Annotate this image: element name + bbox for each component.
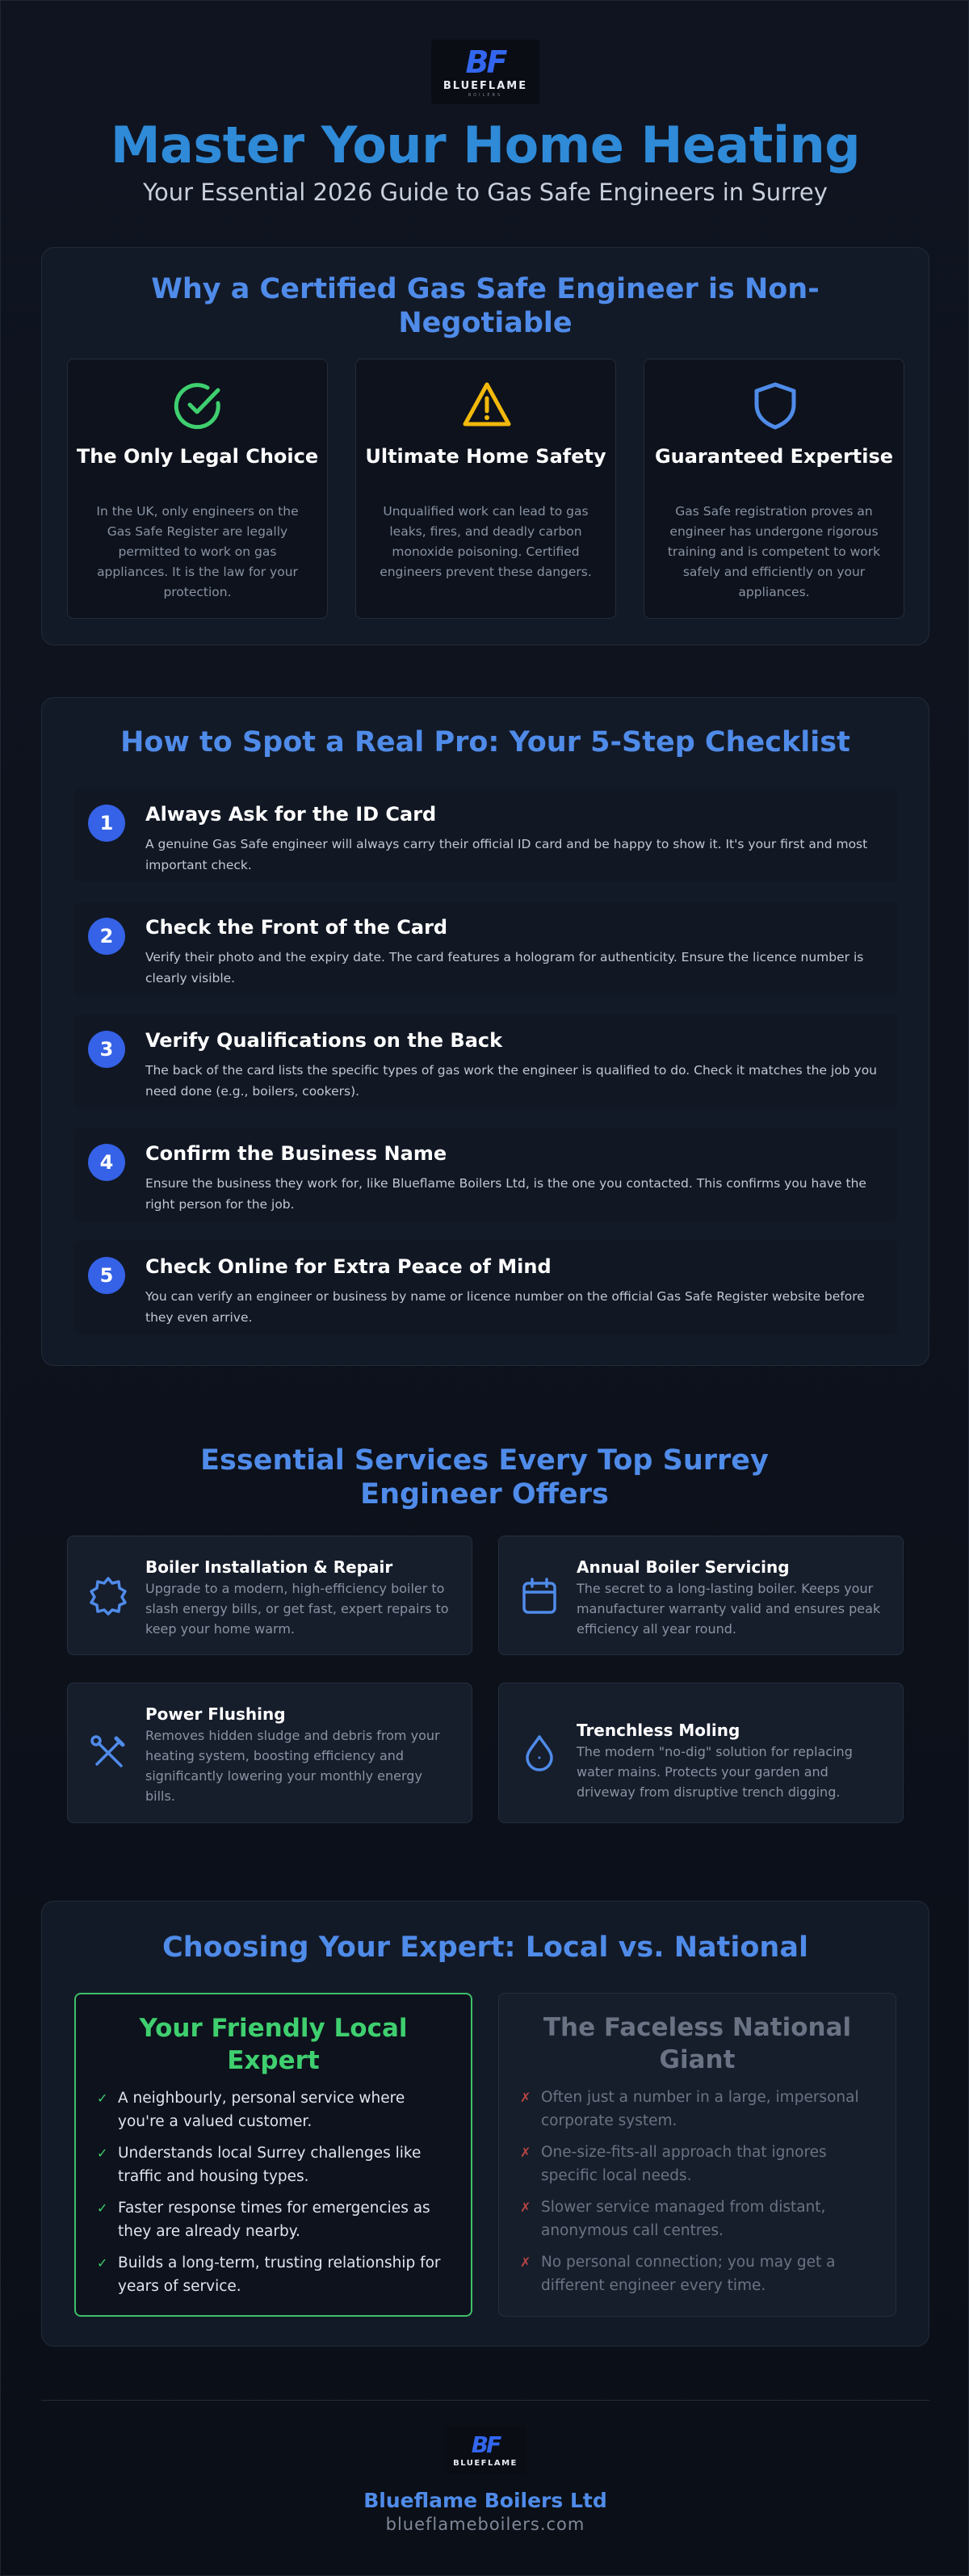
- why-card-legal: [67, 359, 328, 619]
- checklist-step: [74, 788, 898, 882]
- footer-divider: [41, 2400, 929, 2401]
- why-section: [41, 247, 929, 645]
- step-title: Verify Qualifications on the Back: [145, 1029, 503, 1052]
- step-text: Verify their photo and the expiry date. The card features a hologram for authenticity. Ensure the licence number is clearly visible.: [145, 950, 864, 985]
- why-card-title: The Only Legal Choice: [76, 445, 319, 468]
- check-icon: ✓: [97, 2255, 108, 2271]
- service-title: Annual Boiler Servicing: [577, 1557, 790, 1577]
- cross-icon: ✗: [520, 2145, 531, 2160]
- shield-icon: [750, 380, 800, 431]
- step-title: Check the Front of the Card: [145, 916, 448, 939]
- why-card-title: Ultimate Home Safety: [365, 445, 606, 468]
- footer-logo: [444, 2426, 526, 2474]
- service-card-flushing: [67, 1683, 472, 1823]
- list-item-text: Slower service managed from distant, anonymous call centres.: [541, 2199, 826, 2239]
- compare-card-local: [74, 1993, 472, 2317]
- water-drop-icon: [518, 1732, 560, 1774]
- service-text: The secret to a long-lasting boiler. Keeps your manufacturer warranty valid and ensures peak efficiency all year round.: [577, 1581, 881, 1637]
- gear-icon: [87, 1575, 129, 1617]
- check-icon: ✓: [97, 2200, 108, 2216]
- service-card-boiler: [67, 1536, 472, 1655]
- services-section-title: Essential Services Every Top Surrey Engineer Offers: [200, 1444, 769, 1511]
- why-card-text: Unqualified work can lead to gas leaks, fires, and deadly carbon monoxide poisoning. Certified engineers prevent these dangers.: [380, 504, 592, 579]
- why-card-title: Guaranteed Expertise: [654, 445, 894, 468]
- compare-national-title: The Faceless National Giant: [543, 2013, 852, 2074]
- list-item: [97, 2251, 447, 2298]
- step-number: 4: [88, 1144, 125, 1181]
- step-text: You can verify an engineer or business by name or licence number on the official Gas Safe Register website before they even arrive.: [145, 1289, 865, 1325]
- why-card-safety: [355, 359, 616, 619]
- list-item: [520, 2086, 871, 2133]
- cross-icon: ✗: [520, 2090, 531, 2105]
- list-item: [520, 2196, 871, 2242]
- list-item-text: One-size-fits-all approach that ignores specific local needs.: [541, 2144, 827, 2184]
- checklist-section: [41, 697, 929, 1366]
- page-subtitle: Your Essential 2026 Guide to Gas Safe Engineers in Surrey: [143, 179, 828, 206]
- compare-national-list: [520, 2086, 871, 2305]
- service-title: Boiler Installation & Repair: [145, 1557, 393, 1577]
- compare-card-national: [498, 1993, 896, 2317]
- compare-local-list: [97, 2086, 447, 2306]
- logo-mark: BF: [471, 2431, 500, 2458]
- logo-text: BLUEFLAME: [453, 2458, 518, 2468]
- list-item: [520, 2141, 871, 2187]
- step-text: Ensure the business they work for, like Blueflame Boilers Ltd, is the one you contacted. This confirms you have the right person for the job.: [145, 1176, 866, 1212]
- checklist-section-title: How to Spot a Real Pro: Your 5-Step Checklist: [120, 726, 850, 759]
- service-text: Removes hidden sludge and debris from your heating system, boosting efficiency and significantly lowering your monthly energy bills.: [145, 1728, 440, 1804]
- list-item: [97, 2196, 447, 2243]
- checklist-step: [74, 1015, 898, 1108]
- list-item-text: Builds a long-term, trusting relationship for years of service.: [118, 2255, 441, 2295]
- header-logo: [431, 40, 539, 104]
- list-item: [97, 2086, 447, 2133]
- list-item-text: No personal connection; you may get a different engineer every time.: [541, 2254, 836, 2294]
- checklist-step: [74, 1241, 898, 1334]
- footer-company-name: Blueflame Boilers Ltd: [363, 2489, 607, 2512]
- step-number: 3: [88, 1031, 125, 1068]
- why-card-text: Gas Safe registration proves an engineer has undergone rigorous training and is competent to work safely and efficiently on your appliances.: [667, 504, 881, 599]
- step-title: Check Online for Extra Peace of Mind: [145, 1255, 552, 1278]
- step-number: 5: [88, 1257, 125, 1294]
- page-title: Master Your Home Heating: [110, 116, 861, 174]
- compare-section: [41, 1901, 929, 2347]
- step-text: A genuine Gas Safe engineer will always carry their official ID card and be happy to show it. It's your first and most important check.: [145, 837, 868, 872]
- why-card-expertise: [644, 359, 904, 619]
- list-item-text: Faster response times for emergencies as they are already nearby.: [118, 2200, 430, 2240]
- cross-icon: ✗: [520, 2200, 531, 2215]
- checklist-step: [74, 1128, 898, 1221]
- check-icon: ✓: [97, 2145, 108, 2161]
- check-icon: ✓: [97, 2091, 108, 2106]
- logo-text: BLUEFLAME: [443, 80, 528, 92]
- step-number: 2: [88, 918, 125, 955]
- logo-mark: BF: [465, 44, 505, 80]
- list-item-text: Often just a number in a large, impersonal corporate system.: [541, 2089, 859, 2129]
- why-card-text: In the UK, only engineers on the Gas Safe Register are legally permitted to work on gas appliances. It is the law for your protection.: [96, 504, 299, 599]
- service-card-moling: [498, 1683, 904, 1823]
- service-title: Trenchless Moling: [577, 1721, 740, 1740]
- step-title: Always Ask for the ID Card: [145, 803, 437, 826]
- tools-icon: [87, 1732, 129, 1774]
- list-item: [520, 2250, 871, 2297]
- service-text: Upgrade to a modern, high-efficiency boiler to slash energy bills, or get fast, expert repairs to keep your home warm.: [145, 1581, 449, 1637]
- service-card-servicing: [498, 1536, 904, 1655]
- service-text: The modern "no-dig" solution for replacing water mains. Protects your garden and driveway from disruptive trench digging.: [577, 1744, 853, 1800]
- step-title: Confirm the Business Name: [145, 1142, 447, 1165]
- calendar-icon: [518, 1575, 560, 1617]
- list-item-text: Understands local Surrey challenges like traffic and housing types.: [118, 2145, 422, 2185]
- checklist-step: [74, 901, 898, 995]
- why-section-title: Why a Certified Gas Safe Engineer is Non-Negotiable: [151, 273, 820, 339]
- footer-website-link[interactable]: blueflameboilers.com: [385, 2515, 585, 2534]
- compare-section-title: Choosing Your Expert: Local vs. National: [162, 1931, 808, 1964]
- list-item: [97, 2141, 447, 2188]
- service-title: Power Flushing: [145, 1704, 286, 1724]
- check-circle-icon: [174, 380, 224, 431]
- compare-local-title: Your Friendly Local Expert: [139, 2014, 408, 2075]
- warning-triangle-icon: [462, 380, 512, 431]
- list-item-text: A neighbourly, personal service where you're a valued customer.: [118, 2090, 405, 2130]
- step-number: 1: [88, 805, 125, 842]
- logo-sub: BOILERS: [468, 93, 503, 98]
- cross-icon: ✗: [520, 2255, 531, 2270]
- step-text: The back of the card lists the specific types of gas work the engineer is qualified to do. Check it matches the job you need done (e.g., boilers, cookers).: [145, 1063, 878, 1099]
